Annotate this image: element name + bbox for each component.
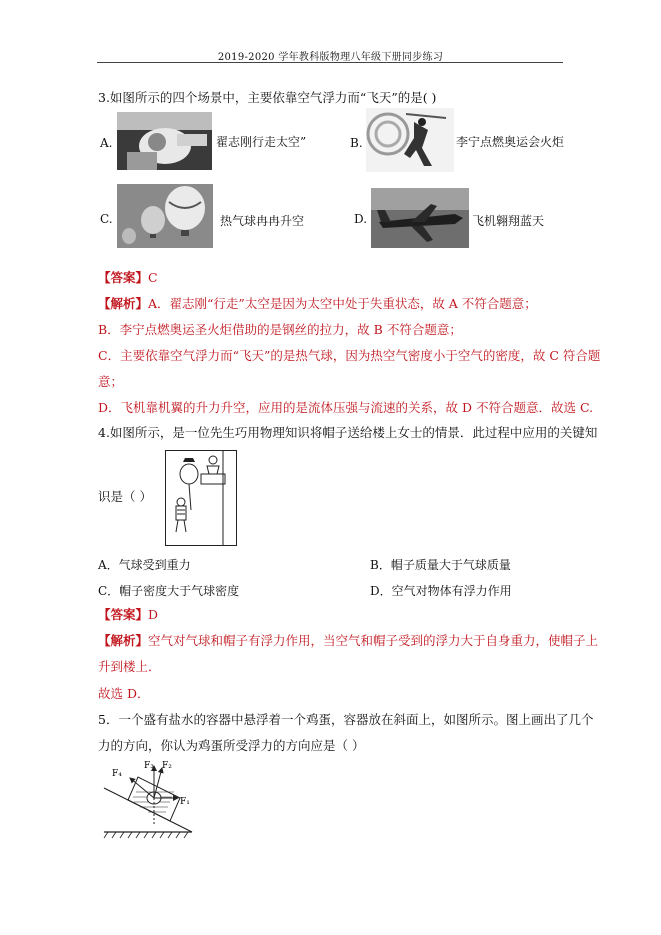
q3-analysis-line-4: 意； xyxy=(98,374,124,389)
q3-option-c-caption: 热气球冉冉升空 xyxy=(220,214,305,228)
analysis-text: A．翟志刚“行走”太空是因为太空中处于失重状态，故 A 不符合题意； xyxy=(148,296,537,311)
q4-analysis-line-3: 故选 D． xyxy=(98,686,150,701)
q3-option-d-letter: D. xyxy=(354,212,368,226)
force-label-f2: F₂ xyxy=(162,761,172,771)
q5-stem-line-2: 力的方向，你认为鸡蛋所受浮力的方向应是（ ） xyxy=(98,738,365,753)
q4-option-a: A．气球受到重力 xyxy=(98,558,191,572)
q3-option-a-caption: 翟志刚行走太空” xyxy=(216,135,307,149)
q3-answer xyxy=(98,270,158,286)
q3-option-a-letter: A. xyxy=(100,136,113,150)
airplane-image xyxy=(371,188,469,248)
q5-stem-line-1: 5．一个盛有盐水的容器中悬浮着一个鸡蛋，容器放在斜面上，如图所示。图上画出了几个 xyxy=(98,712,594,727)
q3-option-b-caption: 李宁点燃奥运会火炬 xyxy=(456,135,565,149)
force-label-f3: F₃ xyxy=(144,761,154,771)
q3-stem: 3.如图所示的四个场景中，主要依靠空气浮力而“飞天”的是( ) xyxy=(98,90,437,105)
q3-analysis-line-2: B．李宁点燃奥运圣火炬借助的是钢丝的拉力，故 B 不符合题意； xyxy=(98,322,462,337)
q3-analysis-line-1 xyxy=(98,296,537,312)
analysis-text: 空气对气球和帽子有浮力作用，当空气和帽子受到的浮力大于自身重力，使帽子上 xyxy=(148,633,599,648)
balloon-hat-figure xyxy=(165,450,237,546)
force-label-f4: F₄ xyxy=(112,769,122,779)
q4-option-b: B．帽子质量大于气球质量 xyxy=(370,558,511,572)
answer-tag: 【答案】 xyxy=(98,270,149,285)
q3-analysis-line-5: D．飞机靠机翼的升力升空，应用的是流体压强与流速的关系，故 D 不符合题意．故选 C. xyxy=(98,400,594,415)
analysis-tag: 【解析】 xyxy=(98,296,149,311)
analysis-tag: 【解析】 xyxy=(98,633,149,648)
q3-option-d-caption: 飞机翱翔蓝天 xyxy=(472,214,545,228)
q4-option-c: C．帽子密度大于气球密度 xyxy=(98,584,240,598)
answer-value: C xyxy=(148,270,158,285)
q4-analysis-line-1 xyxy=(98,633,598,649)
q4-stem-line-1: 4.如图所示，是一位先生巧用物理知识将帽子送给楼上女士的情景．此过程中应用的关键知 xyxy=(98,425,598,440)
incline-egg-diagram xyxy=(100,758,210,844)
q3-option-c-letter: C. xyxy=(100,212,113,226)
astronaut-image xyxy=(117,112,212,170)
force-label-f1: F₁ xyxy=(180,797,190,807)
q3-analysis-line-3: C．主要依靠空气浮力而“飞天”的是热气球，因为热空气密度小于空气的密度，故 C 符合题 xyxy=(98,348,601,363)
q4-option-d: D．空气对物体有浮力作用 xyxy=(370,584,512,598)
page-header: 2019-2020 学年教科版物理八年级下册同步练习 xyxy=(217,52,444,63)
q4-answer xyxy=(98,607,158,623)
q3-option-b-letter: B. xyxy=(350,136,363,150)
q4-stem-line-2: 识是（ ） xyxy=(98,489,152,504)
header-rule xyxy=(97,62,563,63)
torch-lighting-image xyxy=(366,108,454,172)
q4-analysis-line-2: 升到楼上． xyxy=(98,659,161,674)
answer-tag: 【答案】 xyxy=(98,607,149,622)
hot-air-balloon-image xyxy=(117,184,213,248)
answer-value: D xyxy=(148,607,159,622)
